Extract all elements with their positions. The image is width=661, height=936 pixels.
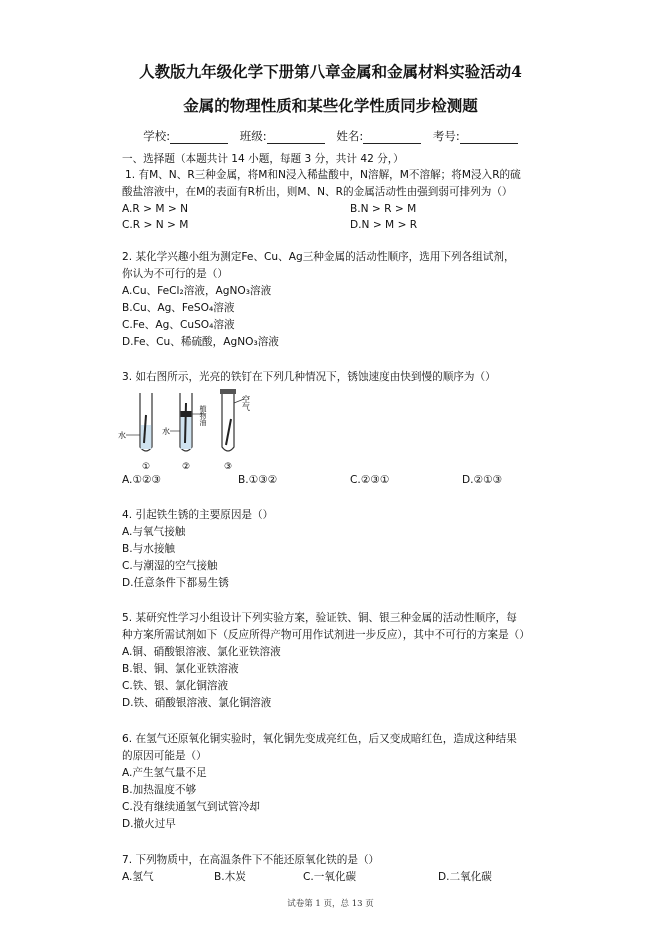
q5-option-c[interactable]: C.铁、银、氯化铜溶液 — [122, 680, 229, 692]
tube-label-3: ③ — [224, 462, 233, 471]
page-title-line2: 金属的物理性质和某些化学性质同步检测题 — [183, 96, 478, 115]
q1-option-b[interactable]: B.N > R > M — [350, 203, 417, 215]
q3-option-d[interactable]: D.②①③ — [462, 474, 503, 486]
oil-label: 植物油 — [199, 405, 207, 426]
q5-option-d[interactable]: D.铁、硝酸银溶液、氯化铜溶液 — [122, 697, 272, 709]
q3-option-b[interactable]: B.①③② — [238, 474, 278, 486]
q4-option-d[interactable]: D.任意条件下都易生锈 — [122, 577, 229, 589]
q5-option-a[interactable]: A.铜、硝酸银溶液、氯化亚铁溶液 — [122, 646, 281, 658]
school-blank[interactable] — [170, 132, 228, 144]
q4-option-a[interactable]: A.与氧气接触 — [122, 526, 186, 538]
student-info — [0, 128, 661, 144]
q2-option-b[interactable]: B.Cu、Ag、FeSO₄溶液 — [122, 302, 235, 314]
q3-test-tube-figure — [118, 387, 278, 471]
q2-option-c[interactable]: C.Fe、Ag、CuSO₄溶液 — [122, 319, 235, 331]
q6-stem-line2: 的原因可能是（） — [122, 750, 207, 762]
q7-stem: 7. 下列物质中，在高温条件下不能还原氧化铁的是（） — [122, 854, 380, 866]
q5-stem-line1: 5. 某研究性学习小组设计下列实验方案，验证铁、铜、银三种金属的活动性顺序，每 — [122, 612, 517, 624]
water-label-2: 水 — [162, 427, 170, 436]
exam-no-label: 考号: — [432, 129, 460, 143]
exam-no-field[interactable] — [433, 128, 518, 144]
name-label: 姓名: — [336, 129, 364, 143]
q6-option-a[interactable]: A.产生氢气量不足 — [122, 767, 207, 779]
page-title-line1: 人教版九年级化学下册第八章金属和金属材料实验活动4 — [139, 62, 522, 81]
q6-stem-line1: 6. 在氢气还原氧化铜实验时，氧化铜先变成亮红色，后又变成暗红色，造成这种结果 — [122, 733, 517, 745]
nail-2 — [185, 403, 186, 443]
nail-3 — [226, 419, 231, 445]
q2-option-a[interactable]: A.Cu、FeCl₂溶液，AgNO₃溶液 — [122, 285, 272, 297]
test-tube-3 — [220, 389, 251, 471]
test-tube-2 — [162, 393, 207, 471]
q3-option-c[interactable]: C.②③① — [350, 474, 390, 486]
tube-label-1: ① — [142, 462, 151, 471]
tube-label-2: ② — [182, 462, 191, 471]
q4-stem: 4. 引起铁生锈的主要原因是（） — [122, 509, 274, 521]
q1-option-c[interactable]: C.R > N > M — [122, 219, 189, 231]
class-blank[interactable] — [267, 132, 325, 144]
q1-stem-line2: 酸盐溶液中，在M的表面有R析出，则M、N、R的金属活动性由强到弱可排列为（） — [122, 186, 513, 198]
q2-stem-line1: 2. 某化学兴趣小组为测定Fe、Cu、Ag三种金属的活动性顺序，选用下列各组试剂， — [122, 251, 515, 263]
page-footer: 试卷第 1 页，总 13 页 — [287, 899, 374, 909]
q6-option-d[interactable]: D.撤火过早 — [122, 818, 176, 830]
class-label: 班级: — [239, 129, 267, 143]
q1-stem-line1: 1. 有M、N、R三种金属，将M和N浸入稀盐酸中，N溶解，M不溶解；将M浸入R的硫 — [125, 169, 521, 181]
q6-option-b[interactable]: B.加热温度不够 — [122, 784, 197, 796]
q2-option-d[interactable]: D.Fe、Cu、稀硫酸，AgNO₃溶液 — [122, 336, 279, 348]
q7-option-d[interactable]: D.二氧化碳 — [438, 871, 492, 883]
q4-option-c[interactable]: C.与潮湿的空气接触 — [122, 560, 218, 572]
q5-option-b[interactable]: B.银、铜、氯化亚铁溶液 — [122, 663, 239, 675]
name-field[interactable] — [336, 128, 421, 144]
stopper — [220, 389, 236, 394]
q7-option-a[interactable]: A.氢气 — [122, 871, 154, 883]
exam-no-blank[interactable] — [460, 132, 518, 144]
air-label: 空气 — [241, 395, 251, 411]
school-label: 学校: — [143, 129, 171, 143]
q1-option-d[interactable]: D.N > M > R — [350, 219, 418, 231]
q3-stem: 3. 如右图所示，光亮的铁钉在下列几种情况下，锈蚀速度由快到慢的顺序为（） — [122, 371, 496, 383]
q7-option-c[interactable]: C.一氧化碳 — [303, 871, 357, 883]
class-field[interactable] — [240, 128, 325, 144]
q5-stem-line2: 种方案所需试剂如下（反应所得产物可用作试剂进一步反应），其中不可行的方案是（） — [122, 629, 530, 641]
q2-stem-line2: 你认为不可行的是（） — [122, 268, 228, 280]
q7-option-b[interactable]: B.木炭 — [214, 871, 246, 883]
q1-option-a[interactable]: A.R > M > N — [122, 203, 189, 215]
name-blank[interactable] — [363, 132, 421, 144]
school-field[interactable] — [143, 128, 228, 144]
q6-option-c[interactable]: C.没有继续通氢气到试管冷却 — [122, 801, 260, 813]
water-label-1: 水 — [118, 431, 126, 440]
test-tube-1 — [118, 393, 152, 471]
section-heading: 一、选择题（本题共计 14 小题，每题 3 分，共计 42 分，） — [122, 153, 404, 165]
q3-option-a[interactable]: A.①②③ — [122, 474, 161, 486]
q4-option-b[interactable]: B.与水接触 — [122, 543, 176, 555]
